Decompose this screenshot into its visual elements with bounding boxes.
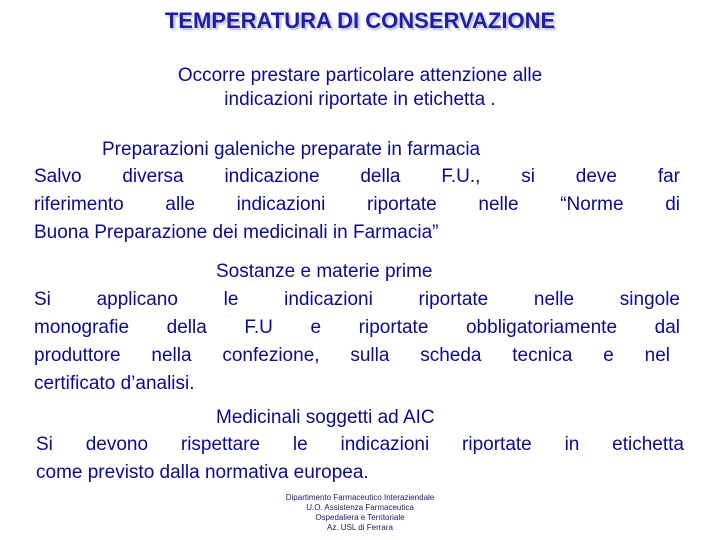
section-body-sostanze bbox=[34, 286, 680, 398]
body-line: Si applicano le indicazioni riportate nelle singole bbox=[34, 289, 680, 310]
body-line: monografie della F.U e riportate obbligatoriamente dal bbox=[34, 317, 680, 338]
footer-line: U.O. Assistenza Farmaceutica bbox=[306, 503, 414, 512]
section-heading-galeniche: Preparazioni galeniche preparate in farmacia bbox=[102, 139, 481, 160]
footer-line: Ospedaliera e Territoriale bbox=[315, 513, 405, 522]
intro-line: Occorre prestare particolare attenzione alle bbox=[177, 65, 543, 86]
section-heading-sostanze: Sostanze e materie prime bbox=[216, 261, 433, 282]
body-line: come previsto dalla normativa europea. bbox=[36, 462, 369, 483]
body-line: certificato d’analisi. bbox=[34, 373, 195, 394]
body-line: Salvo diversa indicazione della F.U., si deve far bbox=[34, 166, 680, 187]
body-line: Si devono rispettare le indicazioni riportate in etichetta bbox=[36, 434, 684, 455]
body-line: Buona Preparazione dei medicinali in Farmacia” bbox=[34, 222, 439, 243]
footer-credits bbox=[230, 493, 490, 533]
body-line: produttore nella confezione, sulla scheda tecnica e nel bbox=[34, 345, 670, 366]
section-heading-aic: Medicinali soggetti ad AIC bbox=[216, 407, 435, 428]
intro-line: indicazioni riportate in etichetta . bbox=[224, 89, 496, 110]
intro-text bbox=[90, 64, 630, 112]
footer-line: Dipartimento Farmaceutico Interaziendale bbox=[285, 493, 435, 502]
footer-line: Az. USL di Ferrara bbox=[327, 523, 393, 532]
section-body-galeniche bbox=[34, 163, 680, 247]
body-line: riferimento alle indicazioni riportate nelle “Norme di bbox=[34, 194, 680, 215]
page-title: TEMPERATURA DI CONSERVAZIONE bbox=[164, 8, 556, 33]
section-body-aic bbox=[36, 431, 684, 487]
